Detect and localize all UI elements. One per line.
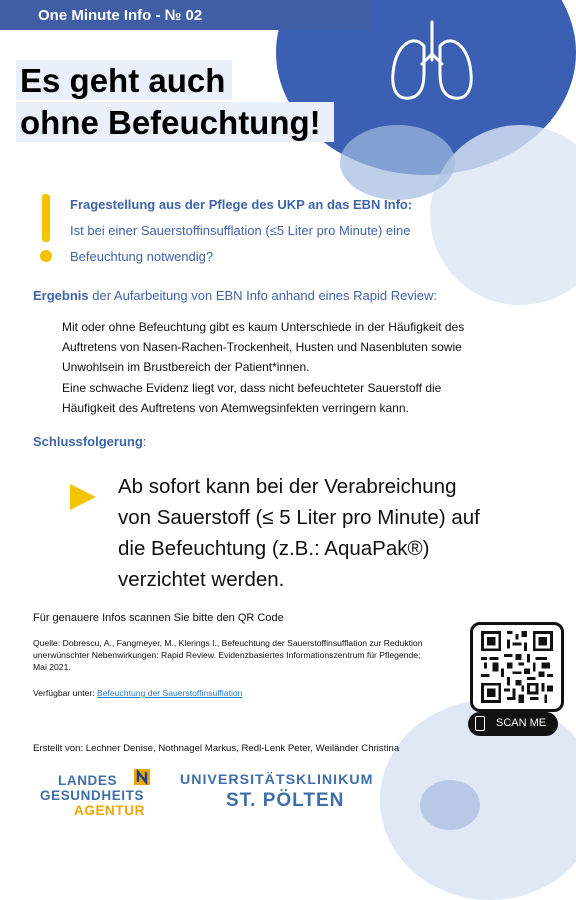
uk-logo-line2: ST. PÖLTEN	[226, 790, 345, 811]
lungs-icon	[384, 14, 480, 110]
header-bar	[0, 0, 372, 30]
question-line: Befeuchtung notwendig?	[70, 249, 214, 264]
source-link[interactable]: Befeuchtung der Sauerstoffinsufflation	[97, 688, 243, 698]
availability-line: Verfügbar unter: Befeuchtung der Sauerstoffinsufflation	[33, 688, 243, 698]
result-line: Unwohlsein im Brustbereich der Patient*innen.	[62, 360, 310, 374]
result-line: Eine schwache Evidenz liegt vor, dass nicht befeuchteter Sauerstoff die	[62, 381, 442, 395]
page-title-line1: Es geht auch	[20, 62, 226, 99]
conclusion-line: von Sauerstoff (≤ 5 Liter pro Minute) auf	[118, 506, 480, 529]
source-line: Mai 2021.	[33, 662, 71, 672]
decor-circle-mid	[340, 125, 455, 200]
source-line: Quelle: Dobrescu, A., Fangmeyer, M., Klerings I., Befeuchtung der Sauerstoffinsufflation zur Reduktion	[33, 638, 423, 648]
conclusion-line: die Befeuchtung (z.B.: AquaPak®)	[118, 537, 430, 560]
question-line: Ist bei einer Sauerstoffinsufflation (≤5 Liter pro Minute) eine	[70, 223, 411, 238]
qr-code-frame	[470, 622, 564, 712]
scan-me-badge	[468, 712, 558, 736]
scan-me-label: SCAN ME	[496, 717, 547, 729]
conclusion-line: Ab sofort kann bei der Verabreichung	[118, 475, 457, 498]
result-line: Häufigkeit des Auftretens von Atemwegsinfekten verringern kann.	[62, 401, 409, 415]
conclusion-line: verzichtet werden.	[118, 568, 285, 591]
result-line: Mit oder ohne Befeuchtung gibt es kaum Unterschiede in der Häufigkeit des	[62, 320, 465, 334]
qr-hint: Für genauere Infos scannen Sie bitte den QR Code	[33, 612, 284, 624]
arrow-right-icon	[70, 484, 96, 510]
conclusion-heading: Schlussfolgerung:	[33, 434, 147, 449]
uk-logo-line1: UNIVERSITÄTSKLINIKUM	[180, 772, 374, 788]
lga-logo-line1: LANDES	[58, 773, 118, 788]
lga-logo-line3: AGENTUR	[74, 803, 145, 818]
decor-circle-bottom-dark	[420, 780, 480, 830]
lga-logo-line2: GESUNDHEITS	[40, 788, 145, 803]
page-title-line2: ohne Befeuchtung!	[20, 104, 321, 141]
question-heading: Fragestellung aus der Pflege des UKP an das EBN Info:	[70, 197, 413, 212]
phone-icon	[475, 716, 485, 731]
qr-code-icon[interactable]	[481, 631, 553, 703]
source-line: unerwünschter Nebenwirkungen: Rapid Review. Evidenzbasiertes Informationszentrum für Pflegende;	[33, 650, 421, 660]
exclamation-icon	[40, 194, 52, 264]
result-line: Auftretens von Nasen-Rachen-Trockenheit, Husten und Nasenbluten sowie	[62, 340, 462, 354]
result-heading: Ergebnis der Aufarbeitung von EBN Info anhand eines Rapid Review:	[33, 288, 437, 303]
authors-line: Erstellt von: Lechner Denise, Nothnagel Markus, Redl-Lenk Peter, Weiländer Christina	[33, 743, 400, 754]
series-label: One Minute Info - № 02	[38, 7, 203, 24]
lga-mark-icon	[134, 769, 150, 785]
